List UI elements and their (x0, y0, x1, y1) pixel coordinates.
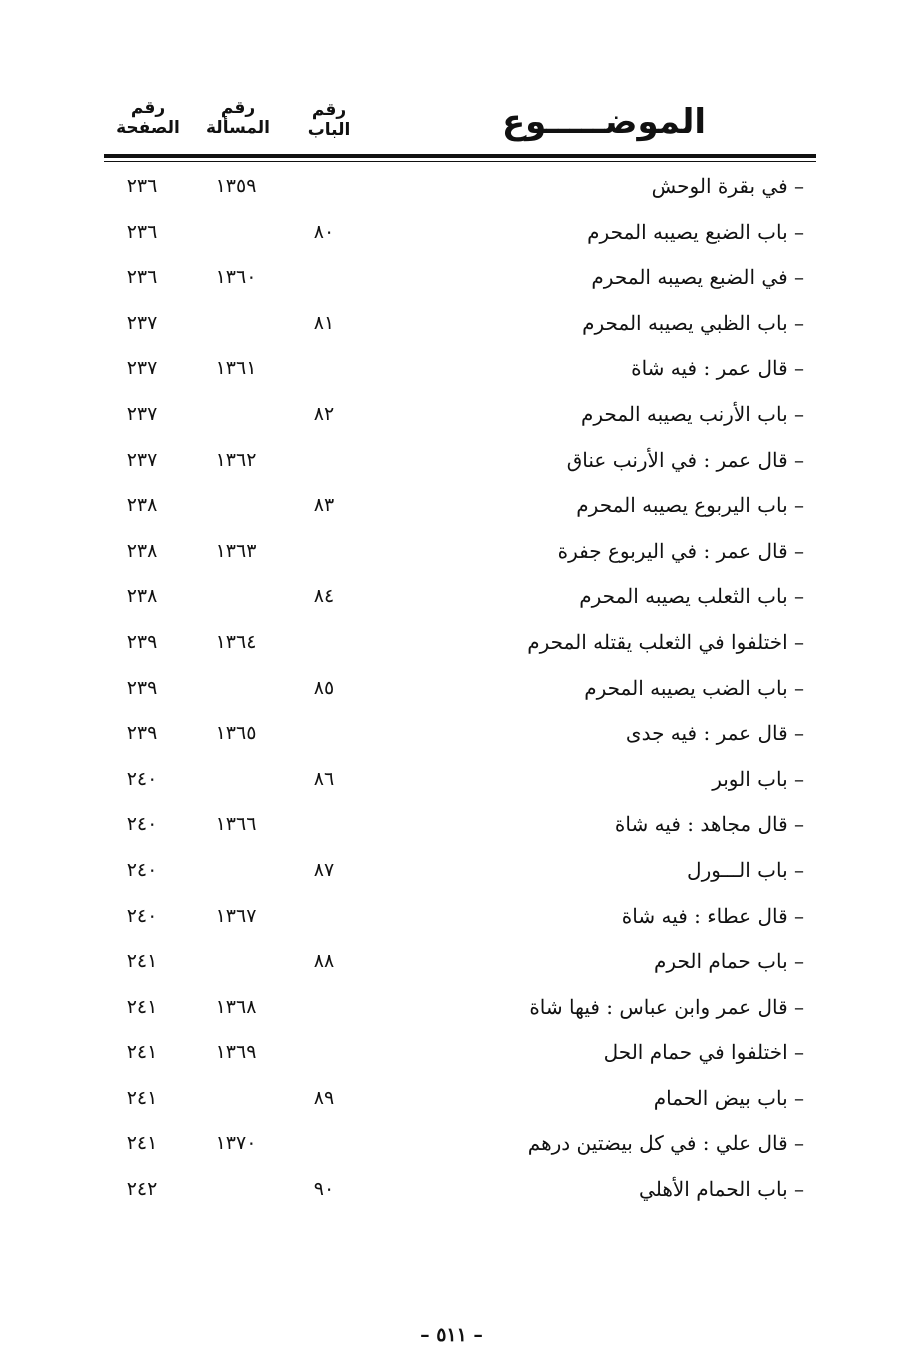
header-rule-thin (104, 161, 816, 162)
table-row (104, 943, 816, 989)
page-cell: ٢٣٧ (126, 402, 158, 425)
chapter-cell: ٨٨ (313, 950, 335, 973)
topic-cell: – في الضبع يصيبه المحرم (591, 265, 804, 290)
table-row (104, 898, 816, 944)
chapter-cell: ٨١ (313, 311, 335, 334)
topic-cell: – قال عمر : فيه جدى (625, 721, 804, 746)
issue-cell: ١٣٦٢ (215, 448, 257, 471)
chapter-header-line2: الباب (307, 120, 351, 140)
issue-cell: ١٣٧٠ (215, 1132, 257, 1155)
chapter-number-column-header (294, 100, 364, 140)
table-row (104, 396, 816, 442)
page-cell: ٢٤١ (126, 1041, 158, 1064)
topic-cell: – باب الثعلب يصيبه المحرم (579, 584, 804, 609)
chapter-cell: ٨٧ (313, 858, 335, 881)
page-cell: ٢٤١ (126, 1132, 158, 1155)
topic-cell: – قال عمر وابن عباس : فيها شاة (529, 994, 804, 1019)
table-row (104, 533, 816, 579)
table-row (104, 214, 816, 260)
table-row (104, 442, 816, 488)
page-cell: ٢٤١ (126, 995, 158, 1018)
page-cell: ٢٣٨ (126, 494, 158, 517)
page-cell: ٢٣٧ (126, 311, 158, 334)
header-rule-thick (104, 154, 816, 158)
topic-cell: – قال عمر : فيه شاة (631, 356, 804, 381)
page-cell: ٢٣٩ (126, 676, 158, 699)
table-row (104, 1125, 816, 1171)
topic-cell: – باب الظبي يصيبه المحرم (582, 310, 804, 335)
table-header (104, 88, 816, 158)
table-row (104, 305, 816, 351)
page-header-line1: رقم (130, 98, 166, 118)
issue-cell: ١٣٦٦ (215, 813, 257, 836)
topic-cell: – قال علي : في كل بيضتين درهم (527, 1131, 804, 1156)
topic-cell: – باب الأرنب يصيبه المحرم (581, 401, 804, 426)
chapter-cell: ٨٦ (313, 767, 335, 790)
topic-cell: – باب الضبع يصيبه المحرم (587, 219, 804, 244)
table-row (104, 852, 816, 898)
topic-cell: – قال عمر : في اليربوع جفرة (557, 538, 804, 563)
page-cell: ٢٣٦ (126, 220, 158, 243)
table-row (104, 670, 816, 716)
topic-cell: – اختلفوا في الثعلب يقتله المحرم (527, 629, 804, 654)
chapter-cell: ٨٢ (313, 402, 335, 425)
page-cell: ٢٣٦ (126, 175, 158, 197)
table-row (104, 1171, 816, 1217)
topic-cell: – اختلفوا في حمام الحل (603, 1040, 804, 1065)
page-cell: ٢٤١ (126, 950, 158, 973)
table-row (104, 350, 816, 396)
table-row (104, 624, 816, 670)
page-cell: ٢٣٨ (126, 585, 158, 608)
topic-cell: – باب الـــورل (687, 857, 804, 882)
issue-cell: ١٣٦٧ (215, 904, 257, 927)
page-cell: ٢٣٧ (126, 448, 158, 471)
issue-header-line1: رقم (220, 98, 256, 118)
page-number-column-header (110, 98, 186, 138)
topic-cell: – قال عطاء : فيه شاة (621, 903, 804, 928)
table-row (104, 487, 816, 533)
page-cell: ٢٤١ (126, 1086, 158, 1109)
issue-cell: ١٣٦٣ (215, 539, 257, 562)
table-row (104, 806, 816, 852)
chapter-cell: ٩٠ (313, 1178, 335, 1201)
issue-cell: ١٣٦٥ (215, 722, 257, 745)
chapter-cell: ٨٥ (313, 676, 335, 699)
page-number: – ٥١١ – (420, 1324, 483, 1346)
table-row (104, 1080, 816, 1126)
topic-cell: – باب حمام الحرم (654, 949, 804, 974)
page-cell: ٢٣٩ (126, 630, 158, 653)
chapter-cell: ٨٠ (313, 220, 335, 243)
issue-cell: ١٣٥٩ (215, 175, 257, 197)
chapter-cell: ٨٩ (313, 1086, 335, 1109)
page-cell: ٢٣٩ (126, 722, 158, 745)
table-row (104, 761, 816, 807)
issue-cell: ١٣٦٠ (215, 266, 257, 289)
issue-cell: ١٣٦١ (215, 357, 257, 380)
table-row (104, 989, 816, 1035)
table-row (104, 259, 816, 305)
topic-cell: – في بقرة الوحش (651, 174, 804, 198)
topic-cell: – باب الوبر (712, 766, 804, 791)
page-header-line2: الصفحة (116, 118, 180, 138)
issue-cell: ١٣٦٩ (215, 1041, 257, 1064)
page-cell: ٢٣٦ (126, 266, 158, 289)
table-row (104, 578, 816, 624)
page-cell: ٢٤٢ (126, 1178, 158, 1201)
page-cell: ٢٤٠ (126, 767, 158, 790)
topic-cell: – باب بيض الحمام (653, 1085, 804, 1110)
page-cell: ٢٣٨ (126, 539, 158, 562)
page-cell: ٢٤٠ (126, 904, 158, 927)
chapter-cell: ٨٤ (313, 585, 335, 608)
issue-cell: ١٣٦٤ (215, 630, 257, 653)
issue-header-line2: المسألة (206, 118, 270, 138)
table-row (104, 1034, 816, 1080)
chapter-cell: ٨٣ (313, 494, 335, 517)
topic-cell: – باب الضب يصيبه المحرم (584, 675, 804, 700)
topic-cell: – باب اليربوع يصيبه المحرم (576, 493, 804, 518)
topic-cell: – قال عمر : في الأرنب عناق (566, 447, 804, 472)
page-cell: ٢٤٠ (126, 858, 158, 881)
issue-number-column-header (200, 98, 276, 138)
topic-column-header: الموضـــــوع (501, 102, 706, 142)
topic-cell: – قال مجاهد : فيه شاة (614, 812, 804, 837)
table-row (104, 715, 816, 761)
page-cell: ٢٤٠ (126, 813, 158, 836)
chapter-header-line1: رقم (311, 100, 347, 120)
page-cell: ٢٣٧ (126, 357, 158, 380)
topic-cell: – باب الحمام الأهلي (639, 1177, 804, 1202)
issue-cell: ١٣٦٨ (215, 995, 257, 1018)
table-row (104, 168, 816, 214)
index-table-body (104, 168, 816, 1217)
